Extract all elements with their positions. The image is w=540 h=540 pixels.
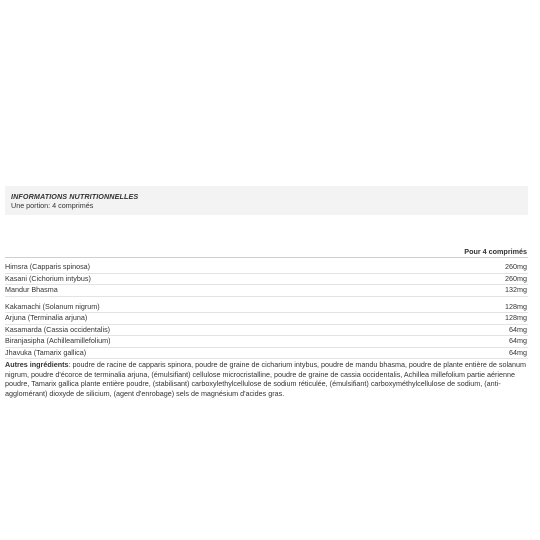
ingredient-name: Kasani (Cichorium intybus) xyxy=(5,273,91,283)
ingredient-name: Kasamarda (Cassia occidentalis) xyxy=(5,324,111,334)
ingredient-amount: 64mg xyxy=(509,347,527,357)
table-row xyxy=(5,336,528,348)
table-row xyxy=(5,313,528,325)
ingredient-name: Himsra (Capparis spinosa) xyxy=(5,262,91,271)
table-row xyxy=(5,348,528,360)
ingredient-name: Biranjasipha (Achilleamillefolium) xyxy=(5,336,111,345)
table-row xyxy=(5,325,528,337)
ingredient-amount: 260mg xyxy=(505,262,527,271)
ingredient-amount: 64mg xyxy=(509,336,527,345)
ingredient-amount: 260mg xyxy=(505,273,527,283)
ingredient-amount: 128mg xyxy=(505,301,527,311)
nutrition-table xyxy=(5,258,528,359)
section-title: INFORMATIONS NUTRITIONNELLES xyxy=(11,192,139,201)
ingredient-name: Kakamachi (Solanum nigrum) xyxy=(5,301,100,311)
nutrition-panel xyxy=(5,186,528,398)
ingredient-name: Jhavuka (Tamarix gallica) xyxy=(5,347,87,357)
other-ingredients-label: Autres ingrédients xyxy=(5,360,69,369)
other-ingredients-text: : poudre de racine de capparis spinora, poudre de graine de cicharium intybus, poudre de mandu bhasma, poudre de plante entière de solanum nigrum, poudre d'écorce de terminalia arjuna, (émulsifiant) cellulose microcristalline, poudre de graine de cassia occidentalis, Achillea millefolium partie aérienne poudre, Tamarix gallica plante entière poudre, (stabilisant) carboxylethylcellulose de sodium réticulée, (émulsifiant) carboxyméthylcellulose de sodium, (anti-agglomérant) dioxyde de silicium, (agent d'enrobage) sels de magnésium d'acides gras. xyxy=(5,360,527,398)
column-header: Pour 4 comprimés xyxy=(5,215,528,258)
ingredient-amount: 128mg xyxy=(505,313,527,322)
table-row xyxy=(5,262,528,274)
ingredient-name: Arjuna (Terminalia arjuna) xyxy=(5,313,88,322)
table-row xyxy=(5,285,528,297)
other-ingredients xyxy=(5,360,528,398)
nutrition-header xyxy=(5,186,528,215)
ingredient-amount: 132mg xyxy=(505,285,527,294)
table-row xyxy=(5,274,528,286)
table-row xyxy=(5,302,528,314)
ingredient-name: Mandur Bhasma xyxy=(5,285,58,294)
ingredient-amount: 64mg xyxy=(509,324,527,334)
serving-size: Une portion: 4 comprimés xyxy=(11,201,94,210)
